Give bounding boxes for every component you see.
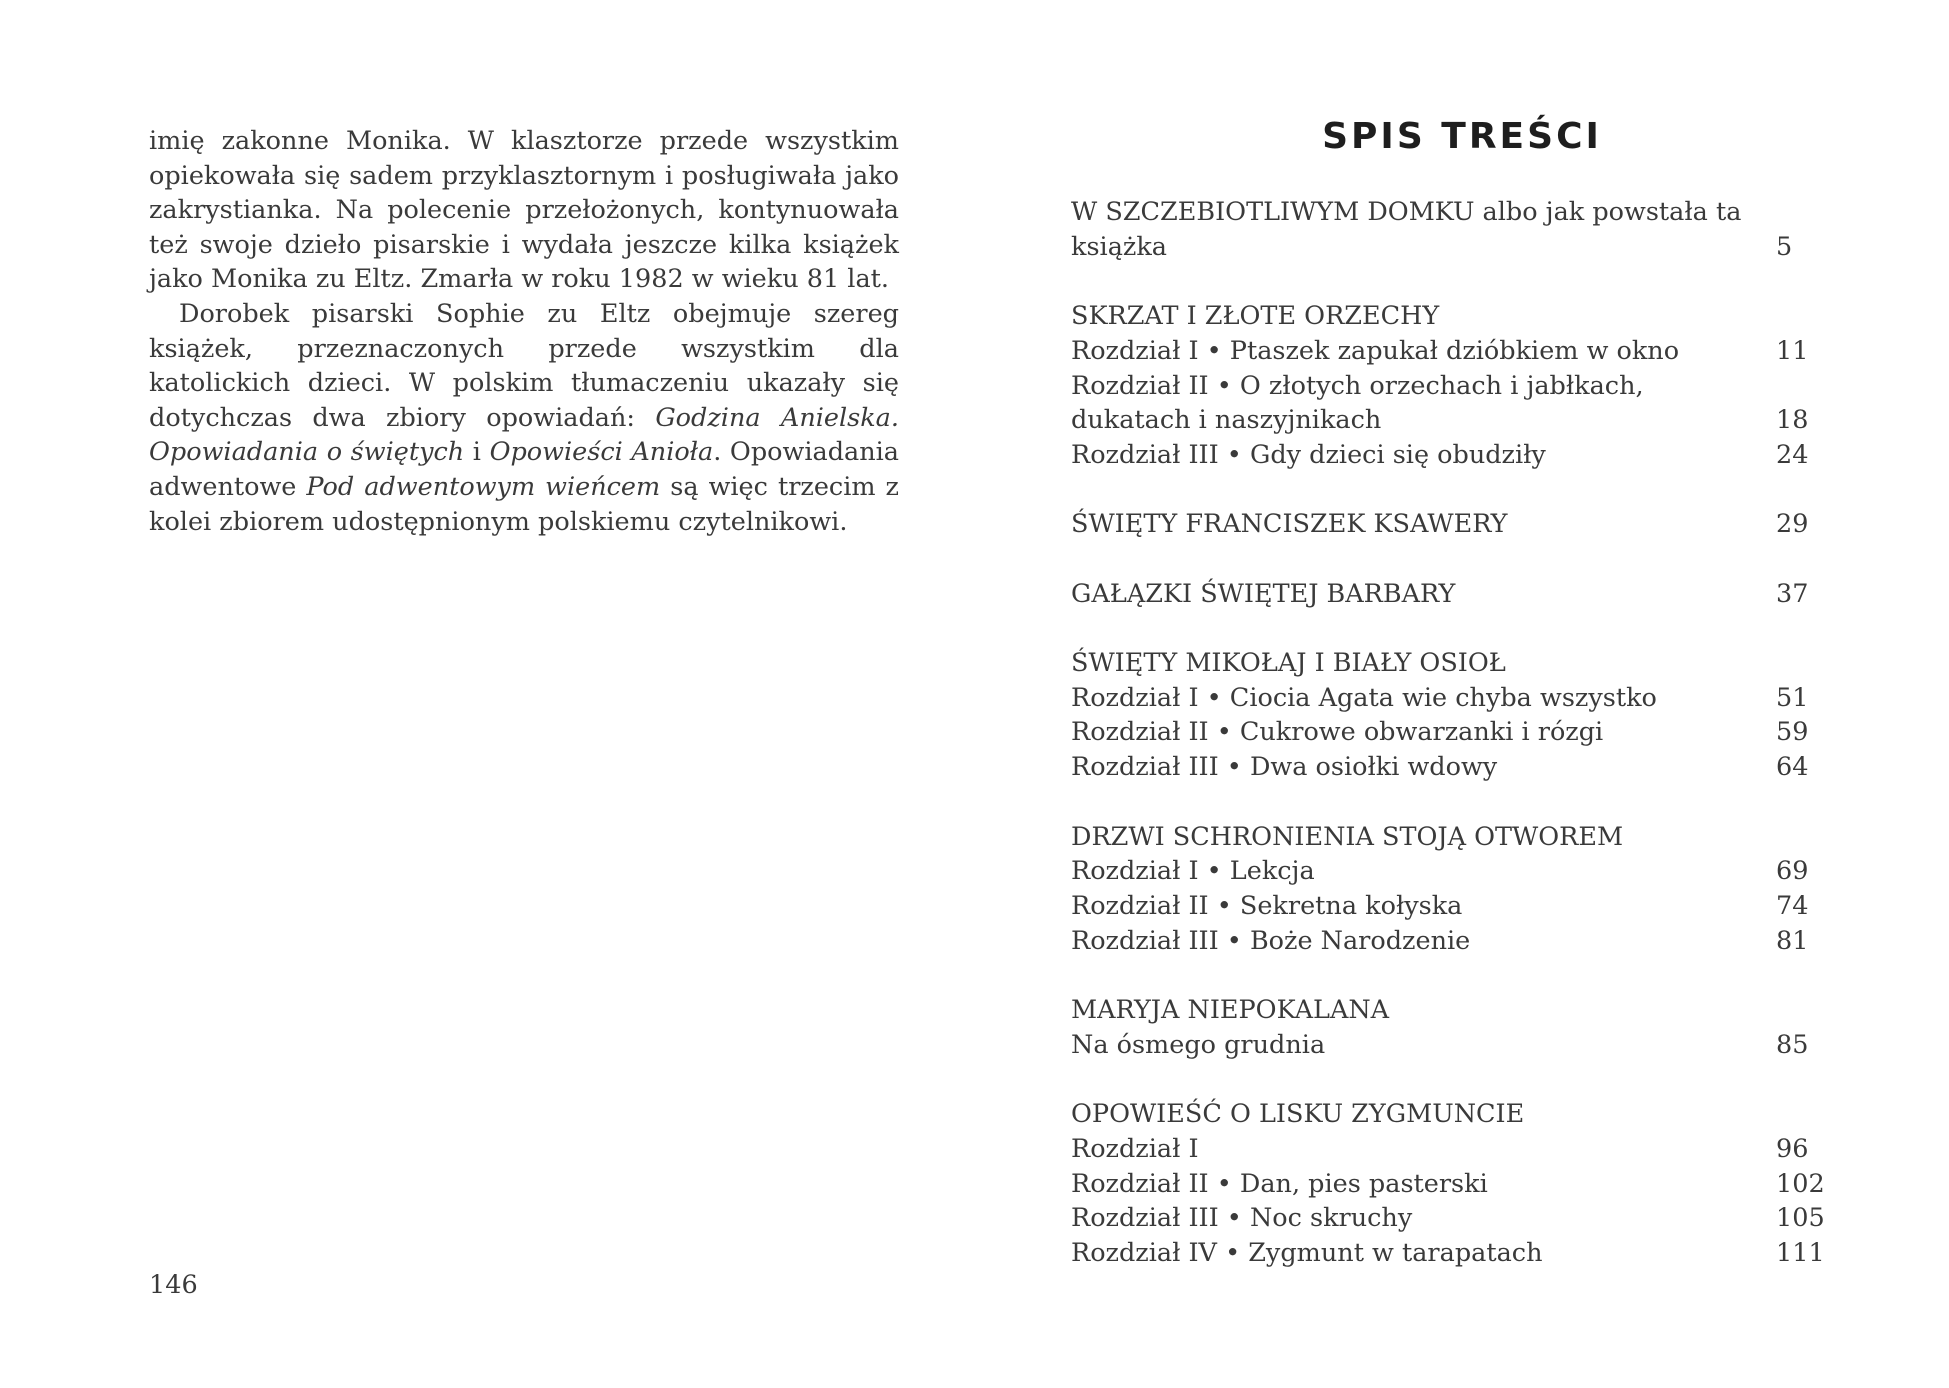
toc-section <box>1071 299 1831 473</box>
toc-section-heading: SKRZAT I ZŁOTE ORZECHY <box>1071 301 1440 332</box>
toc-entry-page-number: 51 <box>1776 682 1809 713</box>
toc-entry-page-number: 24 <box>1776 439 1809 470</box>
toc-entry <box>1071 438 1831 473</box>
toc-entry <box>1071 577 1831 612</box>
toc-entry-title: Rozdział I • Lekcja <box>1071 856 1315 887</box>
right-page <box>975 0 1949 1388</box>
toc-entry-page-number: 37 <box>1776 578 1809 609</box>
toc-section <box>1071 507 1831 542</box>
paragraph-text: . Opowiadania adwentowe <box>149 437 899 502</box>
toc-entry-page-number: 69 <box>1776 856 1809 887</box>
toc-section <box>1071 820 1831 959</box>
toc-entry-title: Rozdział III • Boże Narodzenie <box>1071 925 1471 956</box>
toc-entry <box>1071 507 1831 542</box>
toc-entry-title: GAŁĄZKI ŚWIĘTEJ BARBARY <box>1071 578 1456 609</box>
toc-entry <box>1071 1028 1831 1063</box>
toc-section <box>1071 1097 1831 1271</box>
paragraph-text: imię zakonne Monika. W klasztorze przede wszystkim opiekowała się sadem przyklasztornym i posługiwała jako zakrystianka. Na polecenie przełożonych, kontynuowała też swoje dzieło pisarskie i wydała jeszcze kilka książek jako Monika zu Eltz. Zmarła w roku 1982 w wieku 81 lat. <box>149 126 899 295</box>
toc-entry <box>1071 195 1831 264</box>
paragraph-text: są więc trzecim z kolei zbiorem udostępnionym polskiemu czytelnikowi. <box>149 471 899 537</box>
toc-entry <box>1071 1236 1831 1271</box>
toc-entry-page-number: 5 <box>1776 231 1793 262</box>
toc-section-heading: MARYJA NIEPOKALANA <box>1071 995 1390 1026</box>
toc-section <box>1071 577 1831 612</box>
italic-title-text: Opowieści Anioła <box>489 437 714 468</box>
toc-entry <box>1071 334 1831 369</box>
toc-entry <box>1071 750 1831 785</box>
toc-entry <box>1071 681 1831 716</box>
table-of-contents <box>1071 195 1831 1305</box>
toc-entry-page-number: 59 <box>1776 717 1809 748</box>
toc-entry-page-number: 74 <box>1776 890 1809 921</box>
toc-entry-title: Rozdział III • Gdy dzieci się obudziły <box>1071 439 1546 470</box>
toc-entry-page-number: 102 <box>1776 1168 1825 1199</box>
page-number: 146 <box>149 1270 198 1300</box>
toc-entry-title: Rozdział I • Ciocia Agata wie chyba wszystko <box>1071 682 1657 713</box>
toc-title: SPIS TREŚCI <box>1322 116 1602 157</box>
toc-entry-title: Rozdział I <box>1071 1133 1199 1164</box>
toc-entry-title: Rozdział II • Cukrowe obwarzanki i rózgi <box>1071 717 1604 748</box>
body-paragraph <box>149 124 899 297</box>
toc-entry <box>1071 715 1831 750</box>
italic-title-text: Godzina Anielska. Opowiadania o świętych <box>149 402 899 468</box>
toc-entry <box>1071 1132 1831 1167</box>
italic-title-text: Pod adwentowym wieńcem <box>306 471 661 502</box>
toc-section-heading: ŚWIĘTY MIKOŁAJ I BIAŁY OSIOŁ <box>1071 648 1506 679</box>
toc-entry-title: W SZCZEBIOTLIWYM DOMKU albo jak powstała ta książka <box>1071 197 1742 262</box>
toc-entry-title: Rozdział III • Noc skruchy <box>1071 1203 1413 1234</box>
toc-entry-title: Na ósmego grudnia <box>1071 1029 1326 1060</box>
toc-entry-page-number: 111 <box>1776 1237 1825 1268</box>
toc-entry-page-number: 85 <box>1776 1029 1809 1060</box>
body-text <box>149 124 899 539</box>
toc-entry-title: Rozdział II • Dan, pies pasterski <box>1071 1168 1488 1199</box>
toc-entry <box>1071 1167 1831 1202</box>
toc-entry <box>1071 854 1831 889</box>
toc-entry <box>1071 889 1831 924</box>
toc-entry-title: Rozdział II • Sekretna kołyska <box>1071 890 1463 921</box>
paragraph-text: i <box>464 437 490 468</box>
body-paragraph <box>149 297 899 539</box>
toc-entry-title: Rozdział IV • Zygmunt w tarapatach <box>1071 1237 1543 1268</box>
toc-entry-title: Rozdział I • Ptaszek zapukał dzióbkiem w okno <box>1071 335 1680 366</box>
toc-section <box>1071 993 1831 1062</box>
toc-entry-title: Rozdział II • O złotych orzechach i jabłkach, dukatach i naszyjnikach <box>1071 370 1644 436</box>
paragraph-text: Dorobek pisarski Sophie zu Eltz obejmuje szereg książek, przeznaczonych przede wszystkim dla katolickich dzieci. W polskim tłumaczeniu ukazały się dotychczas dwa zbiory opowiadań: <box>149 298 899 433</box>
toc-entry-page-number: 64 <box>1776 752 1809 783</box>
toc-entry-page-number: 18 <box>1776 405 1809 436</box>
toc-entry-page-number: 11 <box>1776 335 1809 366</box>
toc-entry-title: Rozdział III • Dwa osiołki wdowy <box>1071 752 1498 783</box>
toc-entry-title: ŚWIĘTY FRANCISZEK KSAWERY <box>1071 509 1508 540</box>
toc-entry-page-number: 29 <box>1776 509 1809 540</box>
toc-entry-page-number: 105 <box>1776 1203 1825 1234</box>
toc-entry <box>1071 369 1831 438</box>
toc-section <box>1071 195 1831 264</box>
toc-section <box>1071 646 1831 785</box>
toc-entry-page-number: 81 <box>1776 925 1809 956</box>
toc-entry <box>1071 1201 1831 1236</box>
toc-entry-page-number: 96 <box>1776 1133 1809 1164</box>
toc-section-heading: DRZWI SCHRONIENIA STOJĄ OTWOREM <box>1071 821 1624 852</box>
toc-entry <box>1071 924 1831 959</box>
toc-section-heading: OPOWIEŚĆ O LISKU ZYGMUNCIE <box>1071 1099 1525 1130</box>
